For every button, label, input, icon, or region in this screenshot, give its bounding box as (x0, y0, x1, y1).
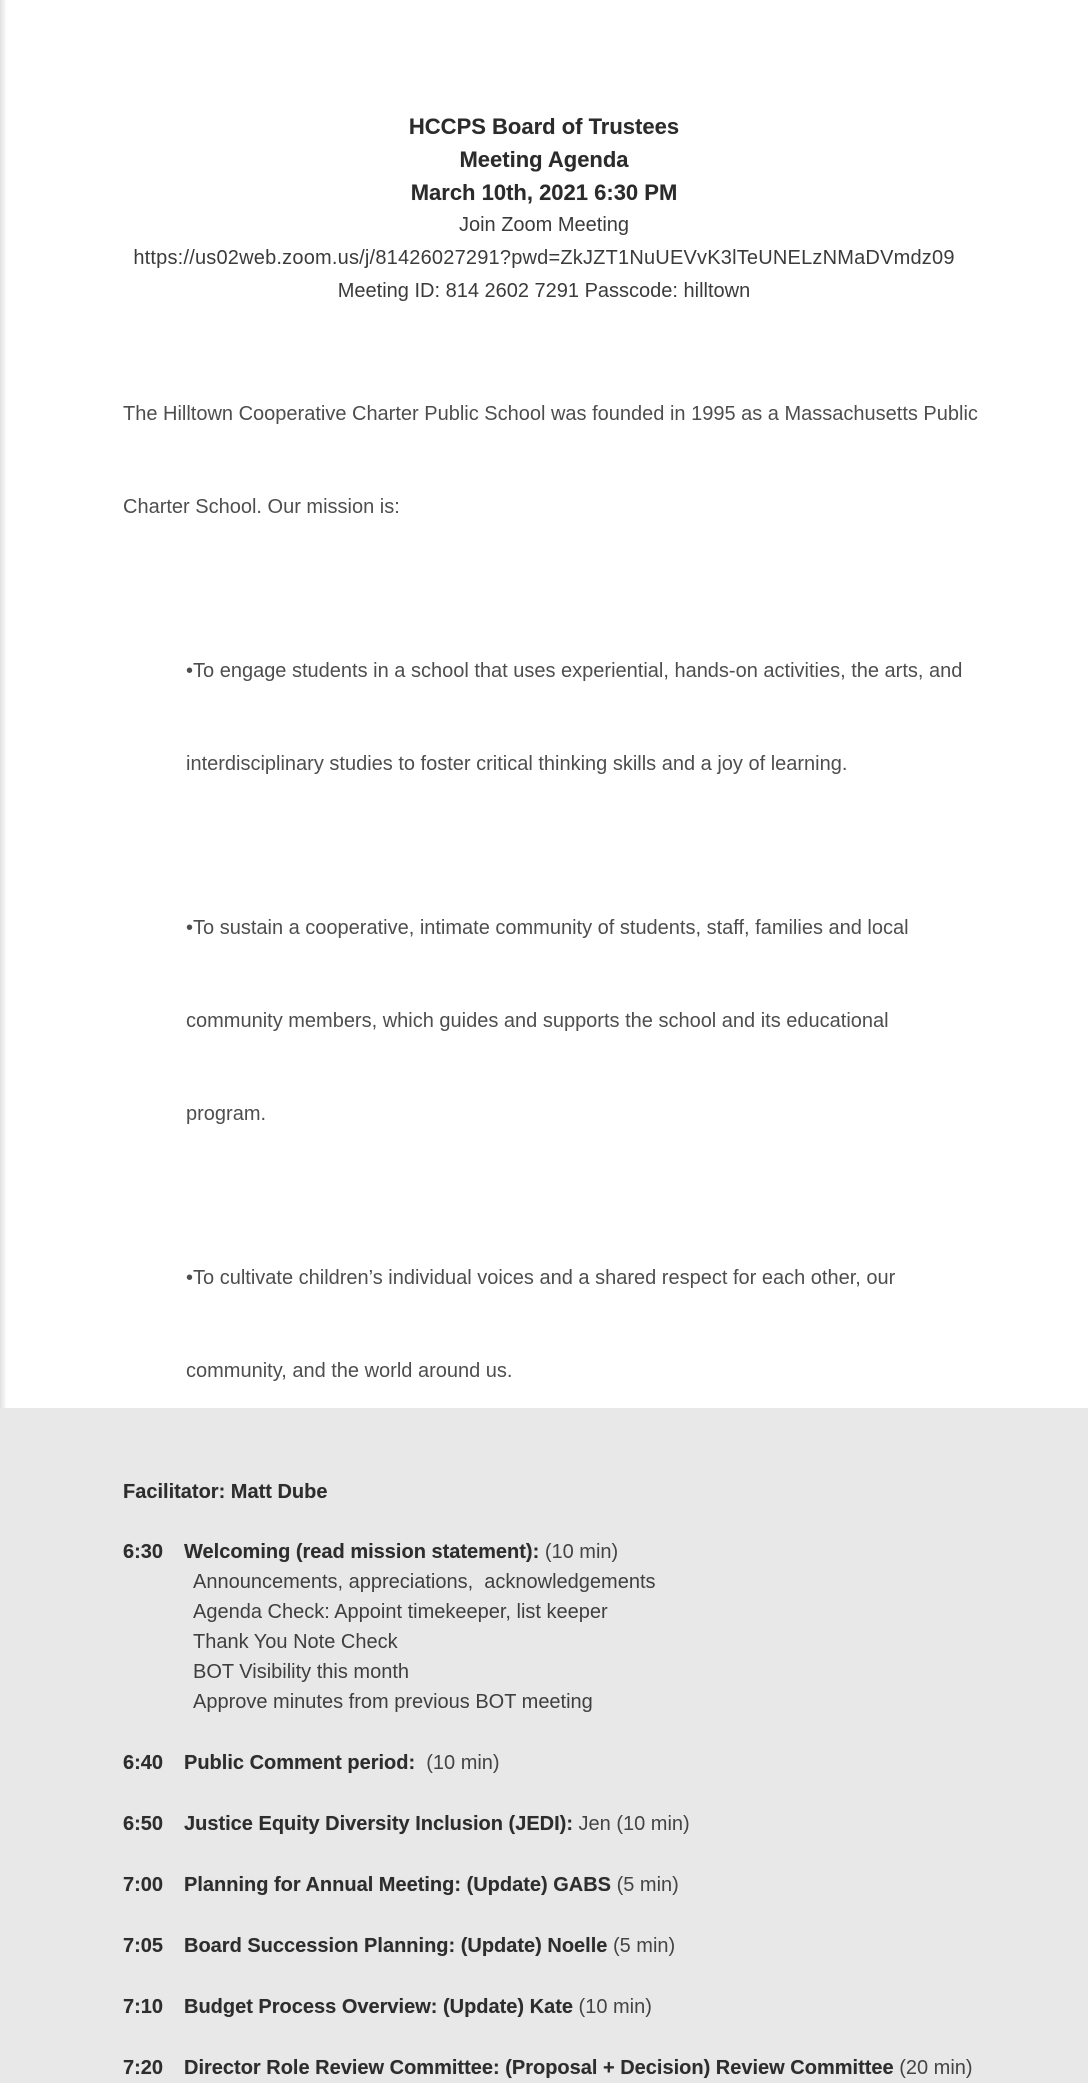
agenda-item-630 (123, 1537, 1088, 1717)
document-header (0, 0, 1088, 308)
mission-bullet (186, 1201, 1008, 1449)
agenda-item-720 (123, 2053, 1088, 2083)
agenda-title: Welcoming (read mission statement): (184, 1541, 540, 1563)
agenda-time: 7:20 (123, 2057, 164, 2079)
mission-bullet-list (186, 594, 1008, 1449)
bullet-line: community, and the world around us. (186, 1360, 513, 1382)
agenda-duration: (10 min) (415, 1752, 500, 1774)
agenda-time: 7:10 (123, 1996, 164, 2018)
bullet-line: • To cultivate children’s individual voices and a shared respect for each other, our (186, 1263, 1008, 1294)
agenda-time: 6:30 (123, 1541, 164, 1563)
agenda-subitem: BOT Visibility this month (193, 1661, 410, 1683)
intro-line: Charter School. Our mission is: (123, 496, 400, 518)
agenda-title: Board Succession Planning: (Update) Noelle (184, 1935, 608, 1957)
agenda-duration: (5 min) (611, 1874, 679, 1896)
agenda-title: Director Role Review Committee: (Proposal + Decision) Review Committee (184, 2057, 894, 2079)
agenda-title: Budget Process Overview: (Update) Kate (184, 1996, 573, 2018)
agenda-time: 6:50 (123, 1813, 164, 1835)
intro-line: The Hilltown Cooperative Charter Public School was founded in 1995 as a Massachusetts Public (123, 403, 978, 425)
agenda-title: Public Comment period: (184, 1752, 416, 1774)
intro-paragraph (123, 337, 998, 585)
agenda-time: 7:00 (123, 1874, 164, 1896)
mission-bullet (186, 594, 1008, 842)
agenda-time: 7:05 (123, 1935, 164, 1957)
bullet-line: interdisciplinary studies to foster critical thinking skills and a joy of learning. (186, 753, 848, 775)
agenda-duration: (5 min) (607, 1935, 676, 1957)
agenda-item-710 (123, 1992, 1088, 2022)
page-subtitle: Meeting Agenda (459, 147, 629, 172)
agenda-item-640 (123, 1748, 1088, 1778)
agenda-subitem: Agenda Check: Appoint timekeeper, list keeper (193, 1601, 608, 1623)
bullet-line: community members, which guides and supports the school and its educational (186, 1010, 889, 1032)
agenda-duration: (10 min) (573, 1996, 652, 2018)
bullet-line: • To engage students in a school that uses experiential, hands-on activities, the arts, and (186, 656, 1008, 687)
agenda-item-700 (123, 1870, 1088, 1900)
page-title: HCCPS Board of Trustees (408, 114, 680, 139)
meeting-datetime: March 10th, 2021 6:30 PM (410, 180, 678, 205)
agenda-title: Planning for Annual Meeting: (Update) GABS (184, 1874, 612, 1896)
agenda-list (0, 1537, 1088, 2083)
agenda-subitem: Announcements, appreciations, acknowledgements (193, 1571, 656, 1593)
agenda-item-650 (123, 1809, 1088, 1839)
facilitator-line: Facilitator: Matt Dube (123, 1481, 328, 1503)
bullet-line: program. (186, 1103, 267, 1125)
agenda-duration: Jen (10 min) (572, 1813, 690, 1835)
join-zoom-label: Join Zoom Meeting (458, 214, 630, 236)
agenda-title: Justice Equity Diversity Inclusion (JEDI): (184, 1813, 573, 1835)
agenda-time: 6:40 (123, 1752, 164, 1774)
agenda-duration: (20 min) (893, 2057, 973, 2079)
zoom-meeting-url[interactable]: https://us02web.zoom.us/j/81426027291?pwd=ZkJZT1NuUEVvK3lTeUNELzNMaDVmdz09 (133, 247, 955, 269)
meeting-id-line: Meeting ID: 814 2602 7291 Passcode: hilltown (337, 280, 751, 302)
agenda-item-705 (123, 1931, 1088, 1961)
agenda-duration: (10 min) (539, 1541, 619, 1563)
agenda-subitem: Thank You Note Check (193, 1631, 398, 1653)
bullet-line: • To sustain a cooperative, intimate community of students, staff, families and local (186, 913, 1008, 944)
agenda-subitem: Approve minutes from previous BOT meeting (193, 1691, 593, 1713)
mission-bullet (186, 851, 1008, 1192)
